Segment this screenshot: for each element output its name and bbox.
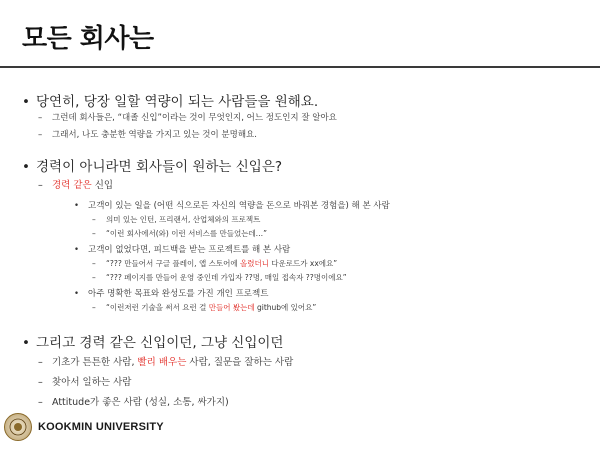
bullet-marker: • <box>74 245 80 255</box>
highlight-text: 올렸더니 <box>239 259 269 268</box>
dash-marker: – <box>38 180 43 191</box>
item-2-1-3: • 아주 명확한 목표와 완성도를 가진 개인 프로젝트 <box>74 289 269 299</box>
sub-bullet-3-3: – Attitude가 좋은 사람 (성실, 소통, 싸가지) <box>38 397 229 408</box>
slide-title: 모든 회사는 <box>22 24 154 54</box>
title-rule <box>0 66 600 68</box>
item-2-1-2-1: – “??? 만들어서 구글 플레이, 앱 스토어에 올렸더니 다운로드가 xx에요” <box>92 259 338 268</box>
dash-marker: – <box>92 215 96 224</box>
bullet-2: • 경력이 아니라면 회사들이 원하는 신입은? <box>22 159 283 175</box>
item-2-1-1-1: – 의미 있는 인턴, 프리랜서, 산업체와의 프로젝트 <box>92 215 261 224</box>
bullet-marker: • <box>22 94 30 110</box>
sub-bullet-1-1: – 그런데 회사들은, “대졸 신입”이라는 것이 무엇인지, 어느 정도인지 잘 알아요 <box>38 113 337 123</box>
bullet-3: • 그리고 경력 같은 신입이던, 그냥 신입이던 <box>22 335 284 351</box>
bullet-marker: • <box>22 335 30 351</box>
dash-marker: – <box>38 130 43 140</box>
highlight-text: 빨리 배우는 <box>137 357 187 368</box>
dash-marker: – <box>38 113 43 123</box>
university-logo <box>4 413 164 441</box>
bullet-marker: • <box>74 289 80 299</box>
bullet-marker: • <box>22 159 30 175</box>
sub-bullet-2-1: – 경력 같은 신입 <box>38 180 114 191</box>
university-name: KOOKMIN UNIVERSITY <box>38 421 164 433</box>
sub-bullet-3-2: – 찾아서 일하는 사람 <box>38 377 132 388</box>
sub-bullet-1-2: – 그래서, 나도 충분한 역량을 가지고 있는 것이 분명해요. <box>38 130 257 140</box>
dash-marker: – <box>92 303 96 312</box>
highlight-text: 경력 같은 <box>52 180 92 191</box>
sub-bullet-3-1: – 기초가 튼튼한 사람, 빨리 배우는 사람, 질문을 잘하는 사람 <box>38 357 294 368</box>
bullet-1: • 당연히, 당장 일할 역량이 되는 사람들을 원해요. <box>22 94 319 110</box>
item-2-1-2-2: – “??? 페이지를 만들어 운영 중인데 가입자 ??명, 매일 접속자 ??명이에요” <box>92 273 347 282</box>
dash-marker: – <box>38 357 43 368</box>
university-seal-icon <box>4 413 32 441</box>
dash-marker: – <box>38 377 43 388</box>
dash-marker: – <box>92 259 96 268</box>
dash-marker: – <box>92 273 96 282</box>
bullet-marker: • <box>74 201 80 211</box>
item-2-1-1: • 고객이 있는 일을 (어떤 식으로든 자신의 역량을 돈으로 바꿔본 경험을) 해 본 사람 <box>74 201 390 211</box>
item-2-1-3-1: – “이런저런 기술을 써서 요런 걸 만들어 봤는데 github에 있어요” <box>92 303 317 312</box>
item-2-1-1-2: – “이런 회사에서(와) 이런 서비스를 만들었는데…” <box>92 229 268 238</box>
item-2-1-2: • 고객이 없었다면, 피드백을 받는 프로젝트를 해 본 사람 <box>74 245 291 255</box>
dash-marker: – <box>38 397 43 408</box>
dash-marker: – <box>92 229 96 238</box>
highlight-text: 만들어 봤는데 <box>208 303 255 312</box>
